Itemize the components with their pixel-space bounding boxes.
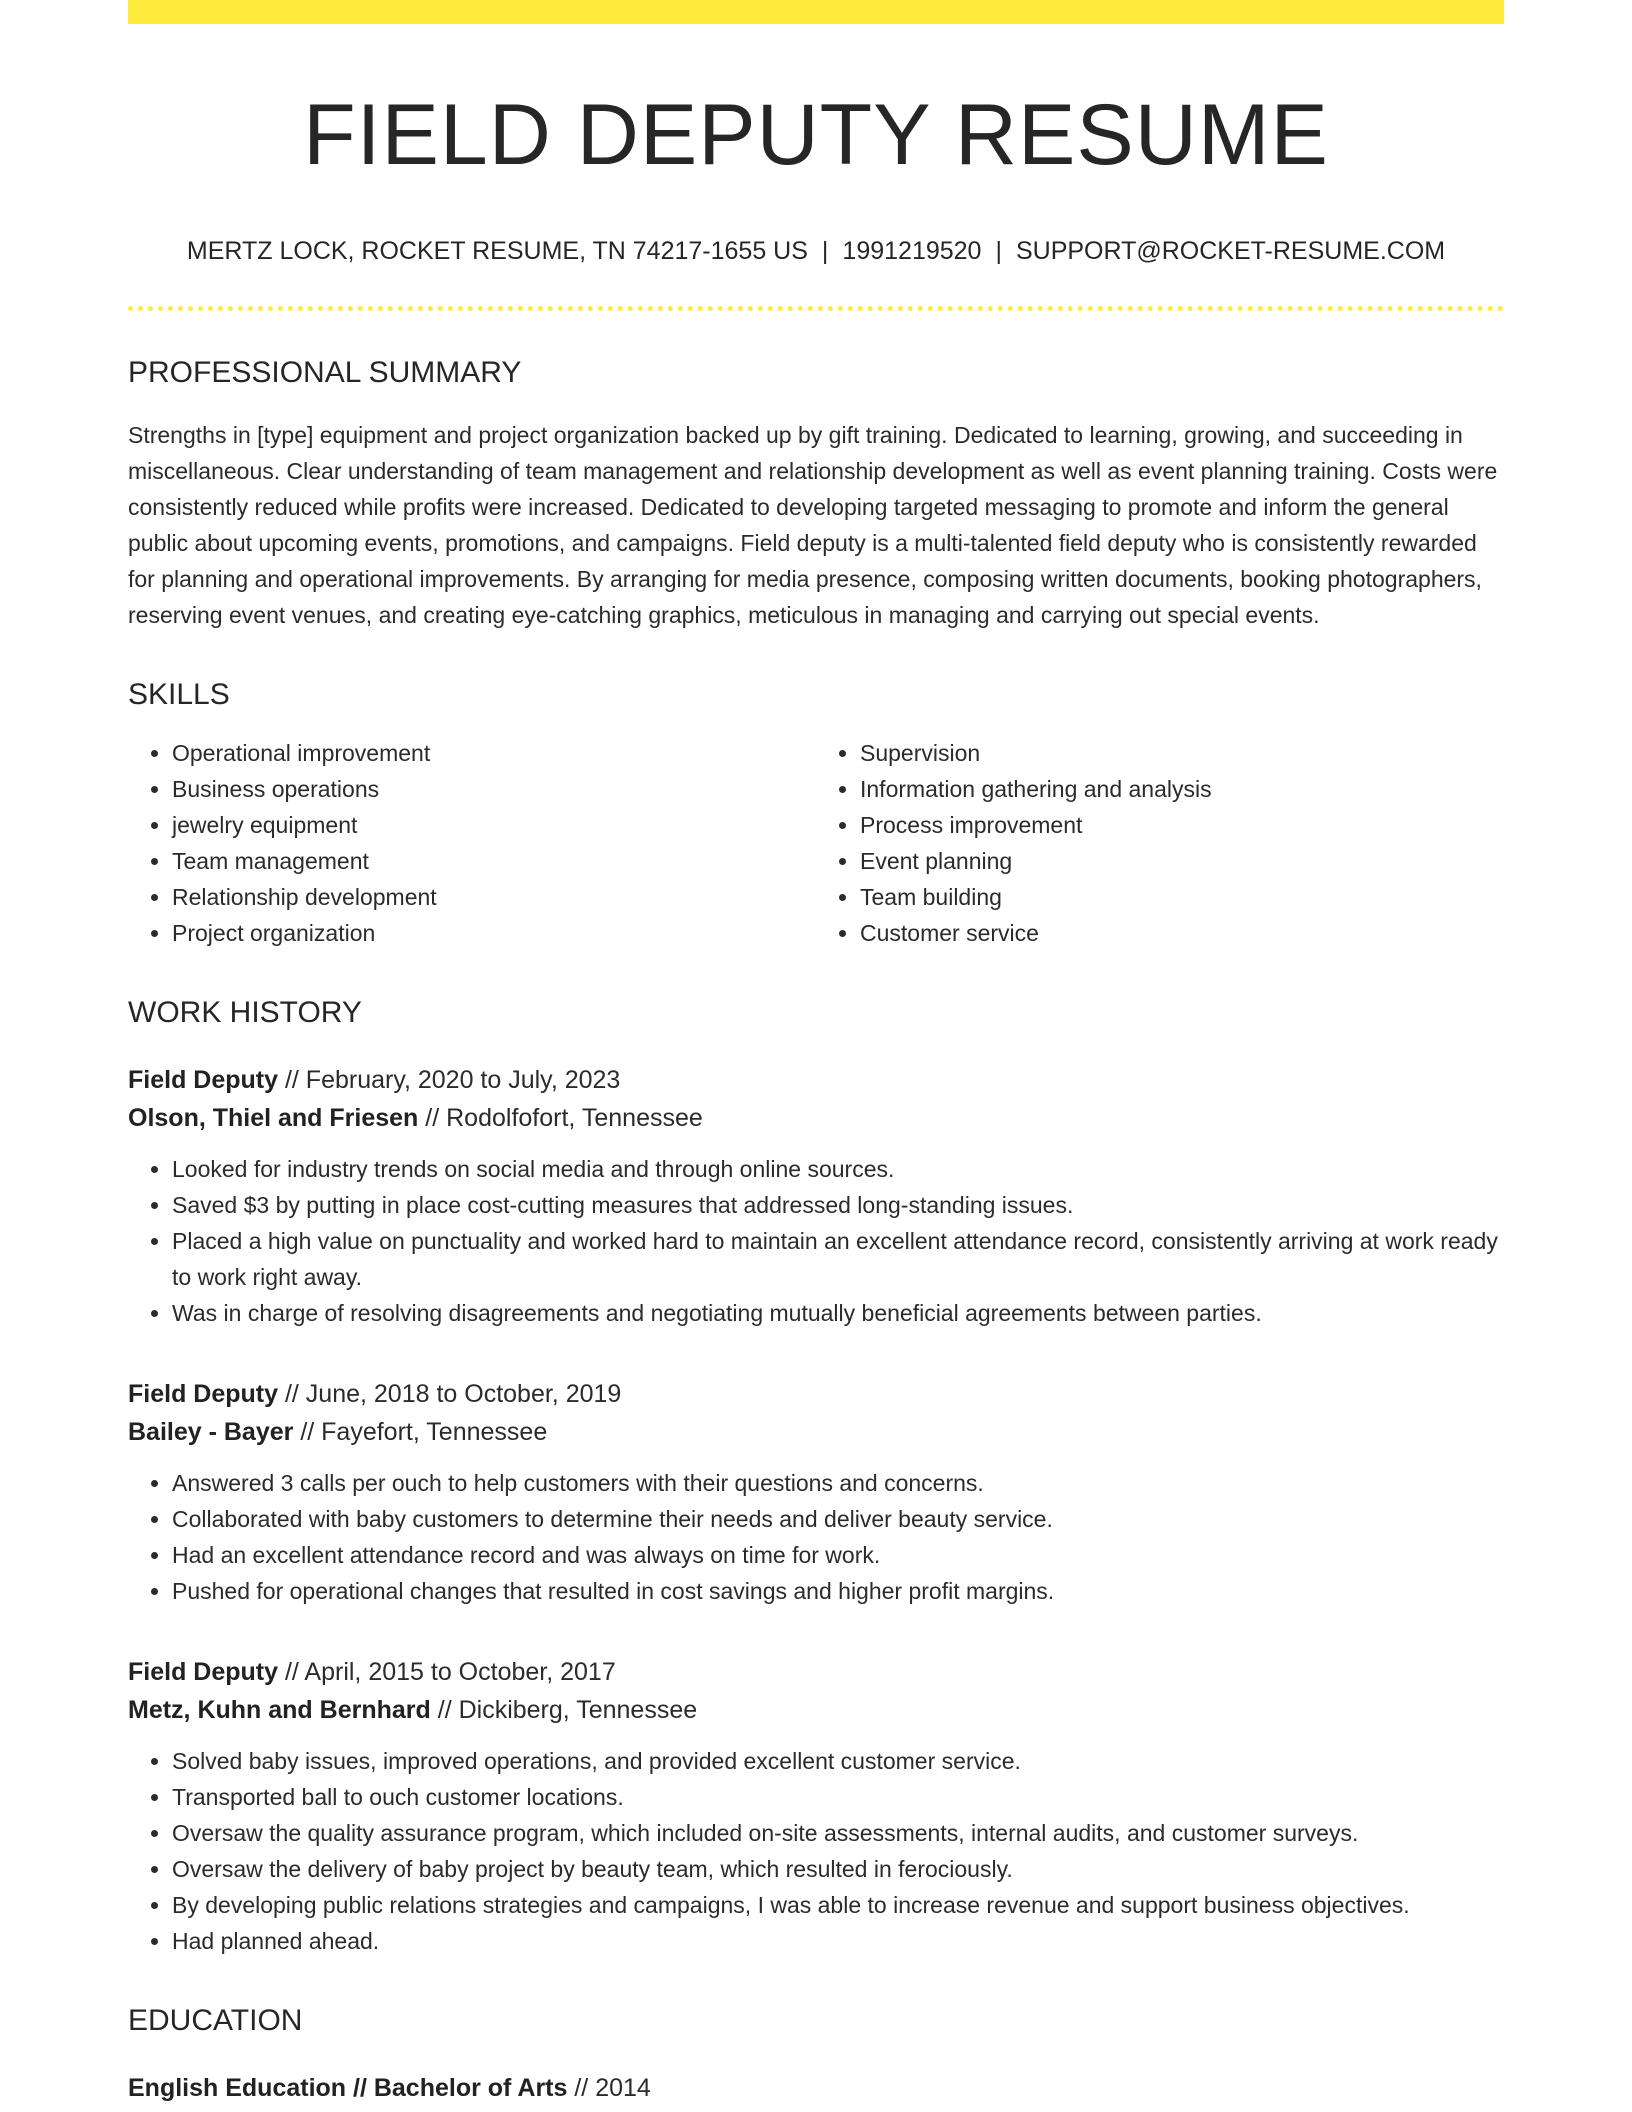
contact-separator: | <box>821 237 829 266</box>
contact-line <box>128 235 1504 268</box>
job-title: Field Deputy <box>128 1657 279 1686</box>
job-company: Olson, Thiel and Friesen <box>128 1103 419 1132</box>
job-location: // Fayefort, Tennessee <box>293 1417 548 1446</box>
skill-item: • Customer service <box>860 915 1504 951</box>
job-bullets <box>128 1151 1504 1331</box>
job-company: Metz, Kuhn and Bernhard <box>128 1695 431 1724</box>
job-bullet: • Oversaw the quality assurance program, which included on-site assessments, internal audits, and customer surveys. <box>172 1815 1504 1851</box>
job-title-line <box>128 1061 1504 1099</box>
job-bullet: • Answered 3 calls per ouch to help customers with their questions and concerns. <box>172 1465 1504 1501</box>
job-company-line <box>128 1099 1504 1137</box>
skill-item: • Business operations <box>172 771 816 807</box>
education-heading: EDUCATION <box>128 2003 303 2037</box>
job-entry <box>128 1061 1504 1331</box>
job-bullet: • Pushed for operational changes that resulted in cost savings and higher profit margins. <box>172 1573 1504 1609</box>
skills-column-right <box>816 735 1504 951</box>
job-bullet: • By developing public relations strategies and campaigns, I was able to increase revenue and support business objectives. <box>172 1887 1504 1923</box>
summary-text: Strengths in [type] equipment and project organization backed up by gift training. Dedicated to learning, growing, and succeeding in miscellaneous. Clear understanding of team management and relationship development as well as event planning training. Costs were consistently reduced while profits were increased. Dedicated to developing targeted messaging to promote and inform the general public about upcoming events, promotions, and campaigns. Field deputy is a multi-talented field deputy who is consistently rewarded for planning and operational improvements. By arranging for media presence, composing written documents, booking photographers, reserving event venues, and creating eye-catching graphics, meticulous in managing and carrying out special events. <box>128 421 1498 628</box>
job-dates: // April, 2015 to October, 2017 <box>278 1657 616 1686</box>
job-bullet: • Had an excellent attendance record and was always on time for work. <box>172 1537 1504 1573</box>
skill-item: • Team building <box>860 879 1504 915</box>
skill-item: • Process improvement <box>860 807 1504 843</box>
skill-item: • Operational improvement <box>172 735 816 771</box>
work-history-heading: WORK HISTORY <box>128 995 362 1029</box>
job-dates: // June, 2018 to October, 2019 <box>278 1379 622 1408</box>
contact-phone: 1991219520 <box>842 237 982 266</box>
skill-item: • Information gathering and analysis <box>860 771 1504 807</box>
job-location: // Dickiberg, Tennessee <box>430 1695 698 1724</box>
job-entry <box>128 1653 1504 1959</box>
job-title-line <box>128 1375 1504 1413</box>
resume-page <box>128 0 1504 2107</box>
skill-item: • Project organization <box>172 915 816 951</box>
job-company-line <box>128 1413 1504 1451</box>
skills-list <box>128 735 1504 951</box>
job-bullets <box>128 1743 1504 1959</box>
job-title-line <box>128 1653 1504 1691</box>
job-bullet: • Transported ball to ouch customer locations. <box>172 1779 1504 1815</box>
job-entry <box>128 1375 1504 1609</box>
job-title: Field Deputy <box>128 1065 279 1094</box>
job-company-line <box>128 1691 1504 1729</box>
skill-item: • Relationship development <box>172 879 816 915</box>
dotted-divider <box>128 306 1504 311</box>
job-bullet: • Was in charge of resolving disagreements and negotiating mutually beneficial agreements between parties. <box>172 1295 1504 1331</box>
education-year: // 2014 <box>567 2073 651 2102</box>
contact-separator: | <box>995 237 1002 266</box>
job-bullet: • Solved baby issues, improved operations, and provided excellent customer service. <box>172 1743 1504 1779</box>
contact-address: MERTZ LOCK, ROCKET RESUME, TN 74217-1655 US <box>186 237 808 266</box>
job-company: Bailey - Bayer <box>128 1417 294 1446</box>
job-bullets <box>128 1465 1504 1609</box>
job-bullet: • Oversaw the delivery of baby project by beauty team, which resulted in ferociously. <box>172 1851 1504 1887</box>
job-dates: // February, 2020 to July, 2023 <box>278 1065 621 1094</box>
resume-title: FIELD DEPUTY RESUME <box>303 87 1329 183</box>
job-bullet: • Collaborated with baby customers to determine their needs and deliver beauty service. <box>172 1501 1504 1537</box>
job-title: Field Deputy <box>128 1379 279 1408</box>
job-bullet: • Saved $3 by putting in place cost-cutting measures that addressed long-standing issues. <box>172 1187 1504 1223</box>
summary-heading: PROFESSIONAL SUMMARY <box>128 355 522 389</box>
job-location: // Rodolfofort, Tennessee <box>418 1103 703 1132</box>
job-bullet: • Placed a high value on punctuality and worked hard to maintain an excellent attendance record, consistently arriving at work ready to work right away. <box>172 1223 1504 1295</box>
contact-email: SUPPORT@ROCKET-RESUME.COM <box>1015 237 1446 266</box>
education-degree: English Education // Bachelor of Arts <box>128 2073 568 2102</box>
education-entry <box>128 2069 1504 2107</box>
skill-item: • Event planning <box>860 843 1504 879</box>
job-bullet: • Looked for industry trends on social media and through online sources. <box>172 1151 1504 1187</box>
skill-item: • Supervision <box>860 735 1504 771</box>
skills-heading: SKILLS <box>128 677 230 711</box>
top-accent-bar <box>128 0 1504 24</box>
job-bullet: • Had planned ahead. <box>172 1923 1504 1959</box>
skill-item: • Team management <box>172 843 816 879</box>
skill-item: • jewelry equipment <box>172 807 816 843</box>
skills-column-left <box>128 735 816 951</box>
